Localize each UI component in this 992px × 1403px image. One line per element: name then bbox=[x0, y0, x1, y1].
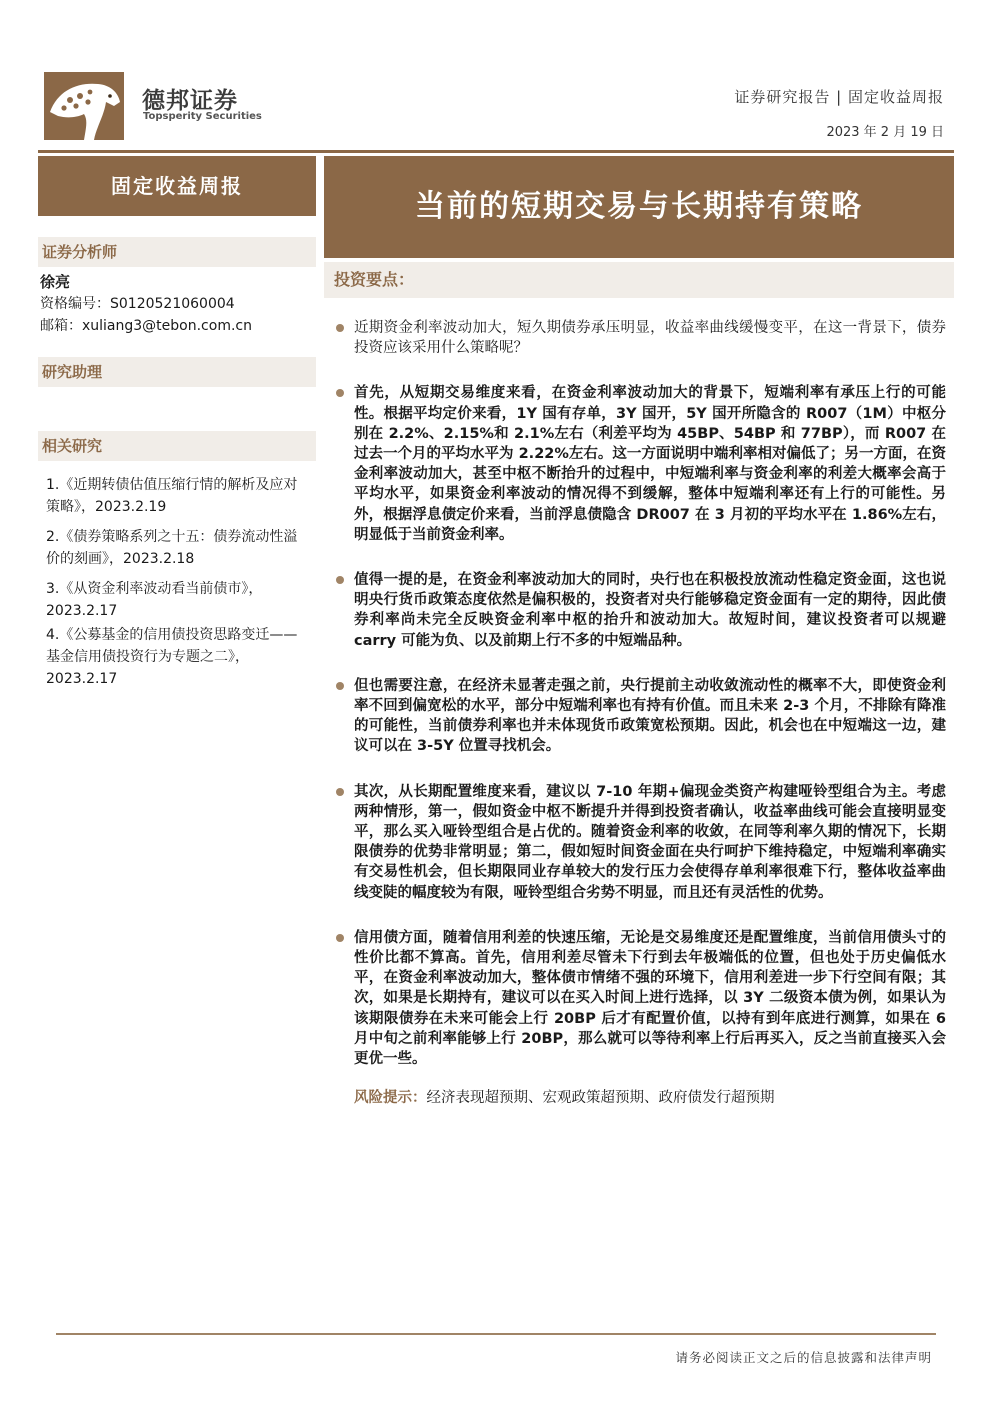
report-title: 当前的短期交易与长期持有策略 bbox=[324, 156, 954, 258]
leopard-logo-icon bbox=[44, 72, 124, 140]
key-point-paragraph bbox=[334, 782, 946, 903]
related-research-item[interactable]: 2.《债券策略系列之十五：债券流动性溢价的刻画》，2023.2.18 bbox=[46, 529, 298, 567]
analyst-info bbox=[40, 271, 252, 337]
key-point-paragraph bbox=[334, 318, 946, 358]
related-research-list bbox=[46, 474, 304, 698]
report-type: 证券研究报告 | 固定收益周报 bbox=[734, 88, 944, 106]
paragraph-text: 值得一提的是，在资金利率波动加大的同时，央行也在积极投放流动性稳定资金面，这也说明央行货币政策态度依然是偏积极的，投资者对央行能够稳定资金面有一定的期待，因此债券利率尚未完全反映资金利率中枢的抬升和波动加大。故短时间，建议投资者可以规避 carry 可能为负、以及前期上行不多的中短端品种。 bbox=[354, 572, 946, 649]
key-point-paragraph bbox=[334, 383, 946, 545]
footer-disclaimer: 请务必阅读正文之后的信息披露和法律声明 bbox=[675, 1350, 932, 1365]
assistant-heading: 研究助理 bbox=[38, 357, 316, 387]
analyst-heading: 证券分析师 bbox=[38, 237, 316, 267]
key-point-paragraph bbox=[334, 570, 946, 651]
report-meta bbox=[734, 86, 944, 140]
key-points-heading: 投资要点： bbox=[324, 262, 954, 298]
report-category-banner: 固定收益周报 bbox=[38, 156, 316, 216]
paragraph-text: 首先，从短期交易维度来看，在资金利率波动加大的背景下，短端利率有承压上行的可能性。根据平均定价来看，1Y 国有存单，3Y 国开，5Y 国开所隐含的 R007（1M）中枢分别在 2.2%、2.15%和 2.1%左右（利差平均为 45BP、54BP 和 77BP），而 R007 在过去一个月的平均水平为 2.22%左右。这一方面说明中端利率相对偏低了；另一方面，在资金利率波动加大，甚至中枢不断抬升的过程中，中短端利率与资金利率的利差大概率会高于平均水平，如果资金利率波动的情况得不到缓解，整体中短端利率还有上行的可能性。另外，根据浮息债定价来看，当前浮息债隐含 DR007 在 3 月初的平均水平在 1.86%左右，明显低于当前资金利率。 bbox=[354, 385, 946, 543]
paragraph-text: 其次，从长期配置维度来看，建议以 7-10 年期+偏现金类资产构建哑铃型组合为主。考虑两种情形，第一，假如资金中枢不断提升并得到投资者确认，收益率曲线可能会直接明显变平，那么买入哑铃型组合是占优的。随着资金利率的收敛，在同等利率久期的情况下，长期限债券的优势非常明显；第二，假如短时间资金面在央行呵护下维持稳定，中短端利率确实有交易性机会，但长期限同业存单较大的发行压力会使得存单利率很难下行，整体收益率曲线变陡的幅度较为有限，哑铃型组合劣势不明显，而且还有灵活性的优势。 bbox=[354, 783, 946, 901]
report-date: 2023 年 2 月 19 日 bbox=[826, 125, 944, 140]
related-research-heading: 相关研究 bbox=[38, 431, 316, 461]
related-research-item[interactable]: 3.《从资金利率波动看当前债市》，2023.2.17 bbox=[46, 581, 263, 619]
bottom-divider bbox=[56, 1333, 936, 1335]
company-logo bbox=[44, 72, 262, 142]
paragraph-text: 信用债方面，随着信用利差的快速压缩，无论是交易维度还是配置维度，当前信用债头寸的性价比都不算高。首先，信用利差尽管未下行到去年极端低的位置，但也处于历史偏低水平，在资金利率波动加大，整体债市情绪不强的环境下，信用利差进一步下行空间有限；其次，如果是长期持有，建议可以在买入时间上进行选择，以 3Y 二级资本债为例，如果认为该期限债券在未来可能会上行 20BP 后才有配置价值，以持有到年底进行测算，如果在 6 月中旬之前利率能够上行 20BP，那么就可以等待利率上行后再买入，反之当前直接买入会更优一些。 bbox=[354, 929, 946, 1068]
risk-warning bbox=[334, 1088, 946, 1108]
bullet-icon bbox=[336, 324, 344, 332]
paragraph-text: 但也需要注意，在经济未显著走强之前，央行提前主动收敛流动性的概率不大，即使资金利率不回到偏宽松的水平，部分中短端利率也有持有价值。而且未来 2-3 个月，不排除有降准的可能性，当前债券利率也并未体现货币政策宽松预期。因此，机会也在中短端这一边，建议可以在 3-5Y 位置寻找机会。 bbox=[354, 677, 946, 755]
risk-text: 经济表现超预期、宏观政策超预期、政府债发行超预期 bbox=[426, 1090, 775, 1107]
paragraph-text: 近期资金利率波动加大，短久期债券承压明显，收益率曲线缓慢变平，在这一背景下，债券投资应该采用什么策略呢？ bbox=[354, 320, 946, 357]
logo-chinese-name: 德邦证券 bbox=[142, 88, 238, 114]
key-points-body bbox=[334, 318, 946, 1108]
bullet-icon bbox=[336, 934, 344, 942]
related-research-item[interactable]: 4.《公募基金的信用债投资思路变迁——基金信用债投资行为专题之二》，2023.2.17 bbox=[46, 627, 298, 687]
analyst-license: 资格编号：S0120521060004 bbox=[40, 296, 235, 312]
analyst-name: 徐亮 bbox=[40, 273, 71, 291]
key-point-paragraph bbox=[334, 676, 946, 757]
bullet-icon bbox=[336, 788, 344, 796]
logo-english-name: Topsperity Securities bbox=[143, 111, 262, 122]
risk-label: 风险提示： bbox=[354, 1090, 427, 1107]
key-point-paragraph bbox=[334, 928, 946, 1069]
related-research-item[interactable]: 1.《近期转债估值压缩行情的解析及应对策略》，2023.2.19 bbox=[46, 477, 298, 515]
top-divider bbox=[38, 150, 954, 153]
bullet-icon bbox=[336, 389, 344, 397]
bullet-icon bbox=[336, 576, 344, 584]
bullet-icon bbox=[336, 682, 344, 690]
analyst-email[interactable]: 邮箱：xuliang3@tebon.com.cn bbox=[40, 318, 252, 334]
